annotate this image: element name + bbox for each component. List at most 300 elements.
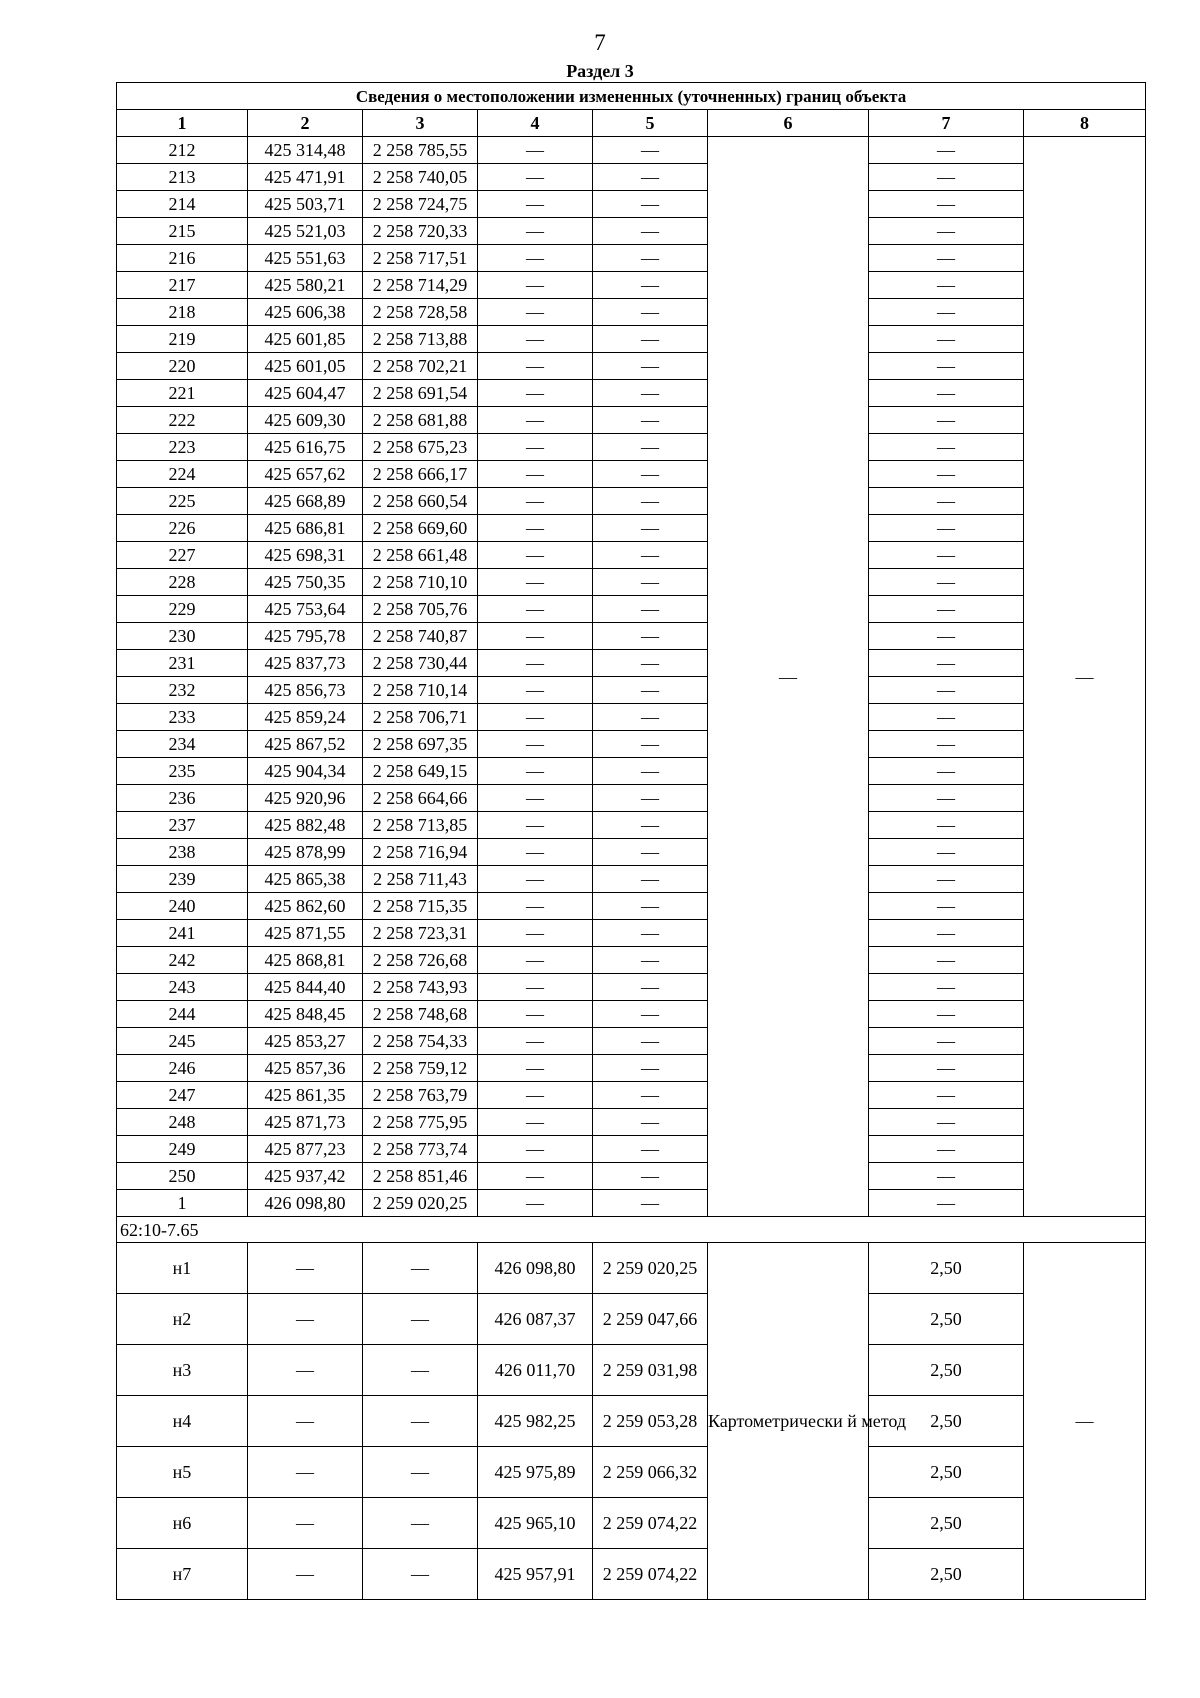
- coord-y-old: 2 258 754,33: [363, 1028, 478, 1055]
- coord-y-new: —: [593, 1163, 708, 1190]
- point-number: 232: [117, 677, 248, 704]
- coord-y-new: —: [593, 137, 708, 164]
- coord-x-new: —: [478, 947, 593, 974]
- accuracy-cell: —: [869, 866, 1024, 893]
- accuracy-cell: —: [869, 272, 1024, 299]
- coord-y-old: 2 258 759,12: [363, 1055, 478, 1082]
- coord-x-old: —: [248, 1294, 363, 1345]
- coord-x-new: —: [478, 839, 593, 866]
- accuracy-cell: —: [869, 704, 1024, 731]
- point-number: 220: [117, 353, 248, 380]
- coord-y-new: —: [593, 947, 708, 974]
- coord-y-new: —: [593, 731, 708, 758]
- table-row: [117, 1163, 1146, 1190]
- coord-y-old: —: [363, 1549, 478, 1600]
- coord-y-new: 2 259 020,25: [593, 1243, 708, 1294]
- coord-x-old: 425 871,55: [248, 920, 363, 947]
- coord-y-new: 2 259 074,22: [593, 1549, 708, 1600]
- accuracy-cell: —: [869, 731, 1024, 758]
- coord-x-new: —: [478, 245, 593, 272]
- coord-y-old: 2 258 661,48: [363, 542, 478, 569]
- coord-x-old: 425 750,35: [248, 569, 363, 596]
- coord-y-old: 2 258 714,29: [363, 272, 478, 299]
- coord-x-new: —: [478, 1082, 593, 1109]
- table-title-row: [117, 83, 1146, 110]
- table-title: Сведения о местоположении измененных (уточненных) границ объекта: [117, 83, 1146, 110]
- table-row: [117, 353, 1146, 380]
- table-row: [117, 407, 1146, 434]
- coord-x-new: —: [478, 1163, 593, 1190]
- coord-x-old: 425 871,73: [248, 1109, 363, 1136]
- accuracy-cell: —: [869, 947, 1024, 974]
- coord-y-old: 2 258 775,95: [363, 1109, 478, 1136]
- coord-x-old: 425 657,62: [248, 461, 363, 488]
- coord-y-old: —: [363, 1396, 478, 1447]
- coord-y-new: —: [593, 677, 708, 704]
- accuracy-cell: —: [869, 1082, 1024, 1109]
- coord-x-old: 425 877,23: [248, 1136, 363, 1163]
- table-row: [117, 1001, 1146, 1028]
- coord-x-old: 425 859,24: [248, 704, 363, 731]
- accuracy-cell: —: [869, 245, 1024, 272]
- coord-y-new: 2 259 047,66: [593, 1294, 708, 1345]
- accuracy-cell: —: [869, 1028, 1024, 1055]
- coord-y-new: —: [593, 1136, 708, 1163]
- coord-y-old: 2 258 716,94: [363, 839, 478, 866]
- table-row: [117, 974, 1146, 1001]
- coord-x-old: 425 601,85: [248, 326, 363, 353]
- table-row: [117, 1243, 1146, 1294]
- coord-y-old: 2 258 705,76: [363, 596, 478, 623]
- coord-y-old: 2 258 724,75: [363, 191, 478, 218]
- coord-y-old: 2 258 711,43: [363, 866, 478, 893]
- table-row: [117, 1294, 1146, 1345]
- column-header: 2: [248, 110, 363, 137]
- point-number: 245: [117, 1028, 248, 1055]
- coord-x-new: —: [478, 542, 593, 569]
- table-row: [117, 650, 1146, 677]
- coord-y-old: 2 258 660,54: [363, 488, 478, 515]
- accuracy-cell: —: [869, 623, 1024, 650]
- table-row: [117, 218, 1146, 245]
- coord-x-new: 425 975,89: [478, 1447, 593, 1498]
- coord-y-old: 2 258 669,60: [363, 515, 478, 542]
- table-row: [117, 1549, 1146, 1600]
- coord-x-new: —: [478, 704, 593, 731]
- coord-x-new: —: [478, 1001, 593, 1028]
- coord-y-new: —: [593, 515, 708, 542]
- accuracy-cell: —: [869, 785, 1024, 812]
- coord-x-old: —: [248, 1345, 363, 1396]
- coord-x-new: —: [478, 866, 593, 893]
- coord-y-new: —: [593, 299, 708, 326]
- coord-y-old: 2 258 730,44: [363, 650, 478, 677]
- point-number: 223: [117, 434, 248, 461]
- accuracy-cell: —: [869, 596, 1024, 623]
- point-number: н1: [117, 1243, 248, 1294]
- subsection-row: [117, 1217, 1146, 1243]
- coord-y-new: —: [593, 893, 708, 920]
- coord-x-new: —: [478, 677, 593, 704]
- coord-x-new: 426 098,80: [478, 1243, 593, 1294]
- point-number: 233: [117, 704, 248, 731]
- point-number: 230: [117, 623, 248, 650]
- coord-y-new: —: [593, 542, 708, 569]
- coord-x-old: 425 904,34: [248, 758, 363, 785]
- coord-x-new: —: [478, 785, 593, 812]
- coord-y-new: —: [593, 326, 708, 353]
- point-number: 243: [117, 974, 248, 1001]
- coord-y-old: 2 258 710,10: [363, 569, 478, 596]
- point-number: 225: [117, 488, 248, 515]
- table-row: [117, 758, 1146, 785]
- coord-x-old: 425 314,48: [248, 137, 363, 164]
- accuracy-cell: 2,50: [869, 1498, 1024, 1549]
- coord-x-new: —: [478, 569, 593, 596]
- table-row: [117, 704, 1146, 731]
- point-number: н2: [117, 1294, 248, 1345]
- coord-x-old: —: [248, 1447, 363, 1498]
- coord-x-old: 425 668,89: [248, 488, 363, 515]
- coord-y-new: —: [593, 758, 708, 785]
- point-number: 212: [117, 137, 248, 164]
- accuracy-cell: 2,50: [869, 1396, 1024, 1447]
- coord-x-old: 425 616,75: [248, 434, 363, 461]
- coord-y-old: —: [363, 1447, 478, 1498]
- table-row: [117, 920, 1146, 947]
- coord-y-old: 2 258 675,23: [363, 434, 478, 461]
- accuracy-cell: —: [869, 569, 1024, 596]
- coord-y-old: 2 258 726,68: [363, 947, 478, 974]
- coord-x-old: —: [248, 1549, 363, 1600]
- coord-y-new: —: [593, 785, 708, 812]
- table-row: [117, 812, 1146, 839]
- coord-x-new: —: [478, 893, 593, 920]
- accuracy-cell: —: [869, 650, 1024, 677]
- table-row: [117, 245, 1146, 272]
- coord-x-old: 425 580,21: [248, 272, 363, 299]
- coord-y-old: 2 258 748,68: [363, 1001, 478, 1028]
- coord-y-new: —: [593, 1190, 708, 1217]
- column-header: 8: [1024, 110, 1146, 137]
- coord-x-old: 425 856,73: [248, 677, 363, 704]
- accuracy-cell: —: [869, 1136, 1024, 1163]
- coord-x-new: —: [478, 812, 593, 839]
- table-row: [117, 434, 1146, 461]
- coord-y-new: 2 259 031,98: [593, 1345, 708, 1396]
- table-row: [117, 1082, 1146, 1109]
- table-row: [117, 947, 1146, 974]
- coord-y-old: 2 258 713,85: [363, 812, 478, 839]
- point-number: 240: [117, 893, 248, 920]
- accuracy-cell: —: [869, 380, 1024, 407]
- coord-x-new: —: [478, 1109, 593, 1136]
- coord-x-new: —: [478, 650, 593, 677]
- coord-x-new: —: [478, 1055, 593, 1082]
- table-row: [117, 542, 1146, 569]
- coord-y-old: 2 258 649,15: [363, 758, 478, 785]
- coord-y-old: 2 258 717,51: [363, 245, 478, 272]
- coord-x-old: 425 848,45: [248, 1001, 363, 1028]
- coord-y-new: 2 259 053,28: [593, 1396, 708, 1447]
- accuracy-cell: —: [869, 137, 1024, 164]
- accuracy-cell: —: [869, 1109, 1024, 1136]
- table-row: [117, 299, 1146, 326]
- point-number: 228: [117, 569, 248, 596]
- coord-y-new: —: [593, 461, 708, 488]
- column-header-row: [117, 110, 1146, 137]
- coord-x-new: —: [478, 920, 593, 947]
- column-header: 6: [708, 110, 869, 137]
- coord-x-old: 425 686,81: [248, 515, 363, 542]
- coord-x-new: 425 957,91: [478, 1549, 593, 1600]
- table-row: [117, 1345, 1146, 1396]
- method-cell: Картометрически й метод: [708, 1243, 869, 1600]
- point-number: н6: [117, 1498, 248, 1549]
- accuracy-cell: 2,50: [869, 1243, 1024, 1294]
- coord-x-old: 425 844,40: [248, 974, 363, 1001]
- coord-x-new: 425 982,25: [478, 1396, 593, 1447]
- table-row: [117, 839, 1146, 866]
- coord-x-old: 425 551,63: [248, 245, 363, 272]
- point-number: 247: [117, 1082, 248, 1109]
- coord-x-new: 426 087,37: [478, 1294, 593, 1345]
- table-row: [117, 1498, 1146, 1549]
- accuracy-cell: —: [869, 1163, 1024, 1190]
- table-row: [117, 326, 1146, 353]
- table-row: [117, 1136, 1146, 1163]
- coord-x-old: 425 862,60: [248, 893, 363, 920]
- section-title: Раздел 3: [566, 61, 634, 81]
- accuracy-cell: —: [869, 1190, 1024, 1217]
- description-cell: —: [1024, 137, 1146, 1217]
- column-header: 3: [363, 110, 478, 137]
- coord-y-new: —: [593, 569, 708, 596]
- point-number: 222: [117, 407, 248, 434]
- accuracy-cell: —: [869, 434, 1024, 461]
- coord-y-new: —: [593, 191, 708, 218]
- point-number: н3: [117, 1345, 248, 1396]
- coord-y-new: —: [593, 704, 708, 731]
- table-row: [117, 1190, 1146, 1217]
- point-number: 242: [117, 947, 248, 974]
- point-number: 226: [117, 515, 248, 542]
- coord-y-old: 2 258 715,35: [363, 893, 478, 920]
- coord-x-old: 425 857,36: [248, 1055, 363, 1082]
- coord-y-new: —: [593, 812, 708, 839]
- coord-x-old: 425 521,03: [248, 218, 363, 245]
- page-number: 7: [594, 30, 606, 55]
- coord-y-old: —: [363, 1498, 478, 1549]
- column-header: 5: [593, 110, 708, 137]
- coord-x-old: —: [248, 1498, 363, 1549]
- coord-x-new: —: [478, 164, 593, 191]
- coord-x-new: —: [478, 758, 593, 785]
- point-number: 221: [117, 380, 248, 407]
- table-row: [117, 191, 1146, 218]
- coord-x-old: 425 604,47: [248, 380, 363, 407]
- coord-y-new: —: [593, 866, 708, 893]
- point-number: 216: [117, 245, 248, 272]
- coord-x-new: —: [478, 407, 593, 434]
- point-number: 231: [117, 650, 248, 677]
- accuracy-cell: 2,50: [869, 1549, 1024, 1600]
- coord-x-new: —: [478, 596, 593, 623]
- point-number: 235: [117, 758, 248, 785]
- point-number: 224: [117, 461, 248, 488]
- table-row: [117, 1396, 1146, 1447]
- point-number: 219: [117, 326, 248, 353]
- accuracy-cell: —: [869, 677, 1024, 704]
- point-number: 236: [117, 785, 248, 812]
- coord-y-old: 2 258 666,17: [363, 461, 478, 488]
- coord-x-old: 425 795,78: [248, 623, 363, 650]
- coord-y-old: 2 258 785,55: [363, 137, 478, 164]
- table-row: [117, 164, 1146, 191]
- table-row: [117, 1028, 1146, 1055]
- accuracy-cell: —: [869, 758, 1024, 785]
- coord-y-new: —: [593, 596, 708, 623]
- coord-y-new: —: [593, 650, 708, 677]
- coord-x-old: —: [248, 1396, 363, 1447]
- boundary-table: [116, 82, 1146, 1600]
- coord-y-new: —: [593, 272, 708, 299]
- table-row: [117, 1055, 1146, 1082]
- subsection-label: 62:10-7.65: [117, 1217, 1146, 1243]
- coord-y-old: 2 258 773,74: [363, 1136, 478, 1163]
- point-number: 217: [117, 272, 248, 299]
- coord-y-new: —: [593, 1001, 708, 1028]
- coord-y-old: —: [363, 1345, 478, 1396]
- column-header: 1: [117, 110, 248, 137]
- coord-y-new: —: [593, 974, 708, 1001]
- coord-y-old: 2 258 728,58: [363, 299, 478, 326]
- table-row: [117, 569, 1146, 596]
- coord-x-old: 425 853,27: [248, 1028, 363, 1055]
- coord-x-old: 425 698,31: [248, 542, 363, 569]
- coord-y-new: —: [593, 1028, 708, 1055]
- coord-x-new: —: [478, 299, 593, 326]
- coord-y-old: 2 259 020,25: [363, 1190, 478, 1217]
- accuracy-cell: —: [869, 920, 1024, 947]
- point-number: 248: [117, 1109, 248, 1136]
- coord-y-old: 2 258 851,46: [363, 1163, 478, 1190]
- accuracy-cell: 2,50: [869, 1447, 1024, 1498]
- accuracy-cell: —: [869, 407, 1024, 434]
- coord-x-new: —: [478, 218, 593, 245]
- coord-y-old: —: [363, 1294, 478, 1345]
- accuracy-cell: 2,50: [869, 1294, 1024, 1345]
- coord-x-old: —: [248, 1243, 363, 1294]
- table-row: [117, 731, 1146, 758]
- coord-y-new: —: [593, 164, 708, 191]
- point-number: 215: [117, 218, 248, 245]
- point-number: 244: [117, 1001, 248, 1028]
- coord-x-new: —: [478, 434, 593, 461]
- coord-y-new: —: [593, 218, 708, 245]
- accuracy-cell: —: [869, 299, 1024, 326]
- accuracy-cell: —: [869, 353, 1024, 380]
- coord-x-new: —: [478, 974, 593, 1001]
- accuracy-cell: —: [869, 218, 1024, 245]
- coord-y-old: 2 258 740,87: [363, 623, 478, 650]
- point-number: н5: [117, 1447, 248, 1498]
- coord-x-old: 425 920,96: [248, 785, 363, 812]
- coord-x-new: —: [478, 272, 593, 299]
- accuracy-cell: 2,50: [869, 1345, 1024, 1396]
- accuracy-cell: —: [869, 326, 1024, 353]
- coord-x-new: 426 011,70: [478, 1345, 593, 1396]
- coord-y-new: —: [593, 1082, 708, 1109]
- coord-x-new: —: [478, 623, 593, 650]
- description-cell: —: [1024, 1243, 1146, 1600]
- coord-x-new: —: [478, 1190, 593, 1217]
- coord-y-new: 2 259 074,22: [593, 1498, 708, 1549]
- coord-y-new: —: [593, 839, 708, 866]
- point-number: 213: [117, 164, 248, 191]
- accuracy-cell: —: [869, 461, 1024, 488]
- point-number: 238: [117, 839, 248, 866]
- coord-y-old: —: [363, 1243, 478, 1294]
- coord-x-old: 426 098,80: [248, 1190, 363, 1217]
- accuracy-cell: —: [869, 164, 1024, 191]
- method-cell: —: [708, 137, 869, 1217]
- point-number: 227: [117, 542, 248, 569]
- coord-x-old: 425 601,05: [248, 353, 363, 380]
- coord-x-new: —: [478, 137, 593, 164]
- table-row: [117, 488, 1146, 515]
- coord-y-old: 2 258 664,66: [363, 785, 478, 812]
- coord-x-old: 425 868,81: [248, 947, 363, 974]
- accuracy-cell: —: [869, 974, 1024, 1001]
- coord-x-old: 425 878,99: [248, 839, 363, 866]
- point-number: 234: [117, 731, 248, 758]
- accuracy-cell: —: [869, 1055, 1024, 1082]
- coord-x-new: —: [478, 191, 593, 218]
- coord-x-old: 425 882,48: [248, 812, 363, 839]
- coord-x-old: 425 937,42: [248, 1163, 363, 1190]
- coord-x-new: —: [478, 353, 593, 380]
- coord-y-old: 2 258 713,88: [363, 326, 478, 353]
- coord-y-old: 2 258 763,79: [363, 1082, 478, 1109]
- coord-y-new: —: [593, 380, 708, 407]
- coord-x-new: —: [478, 731, 593, 758]
- coord-x-old: 425 861,35: [248, 1082, 363, 1109]
- point-number: 250: [117, 1163, 248, 1190]
- accuracy-cell: —: [869, 839, 1024, 866]
- coord-x-new: —: [478, 326, 593, 353]
- table-row: [117, 893, 1146, 920]
- accuracy-cell: —: [869, 893, 1024, 920]
- table-row: [117, 1109, 1146, 1136]
- coord-y-old: 2 258 706,71: [363, 704, 478, 731]
- point-number: 237: [117, 812, 248, 839]
- coord-y-new: —: [593, 1055, 708, 1082]
- coord-y-new: —: [593, 407, 708, 434]
- coord-y-new: —: [593, 488, 708, 515]
- point-number: 246: [117, 1055, 248, 1082]
- coord-y-new: —: [593, 623, 708, 650]
- coord-y-old: 2 258 720,33: [363, 218, 478, 245]
- coord-y-new: —: [593, 353, 708, 380]
- point-number: н4: [117, 1396, 248, 1447]
- table-row: [117, 677, 1146, 704]
- coord-y-new: —: [593, 245, 708, 272]
- coord-y-new: —: [593, 920, 708, 947]
- table-row: [117, 596, 1146, 623]
- point-number: 239: [117, 866, 248, 893]
- coord-x-old: 425 606,38: [248, 299, 363, 326]
